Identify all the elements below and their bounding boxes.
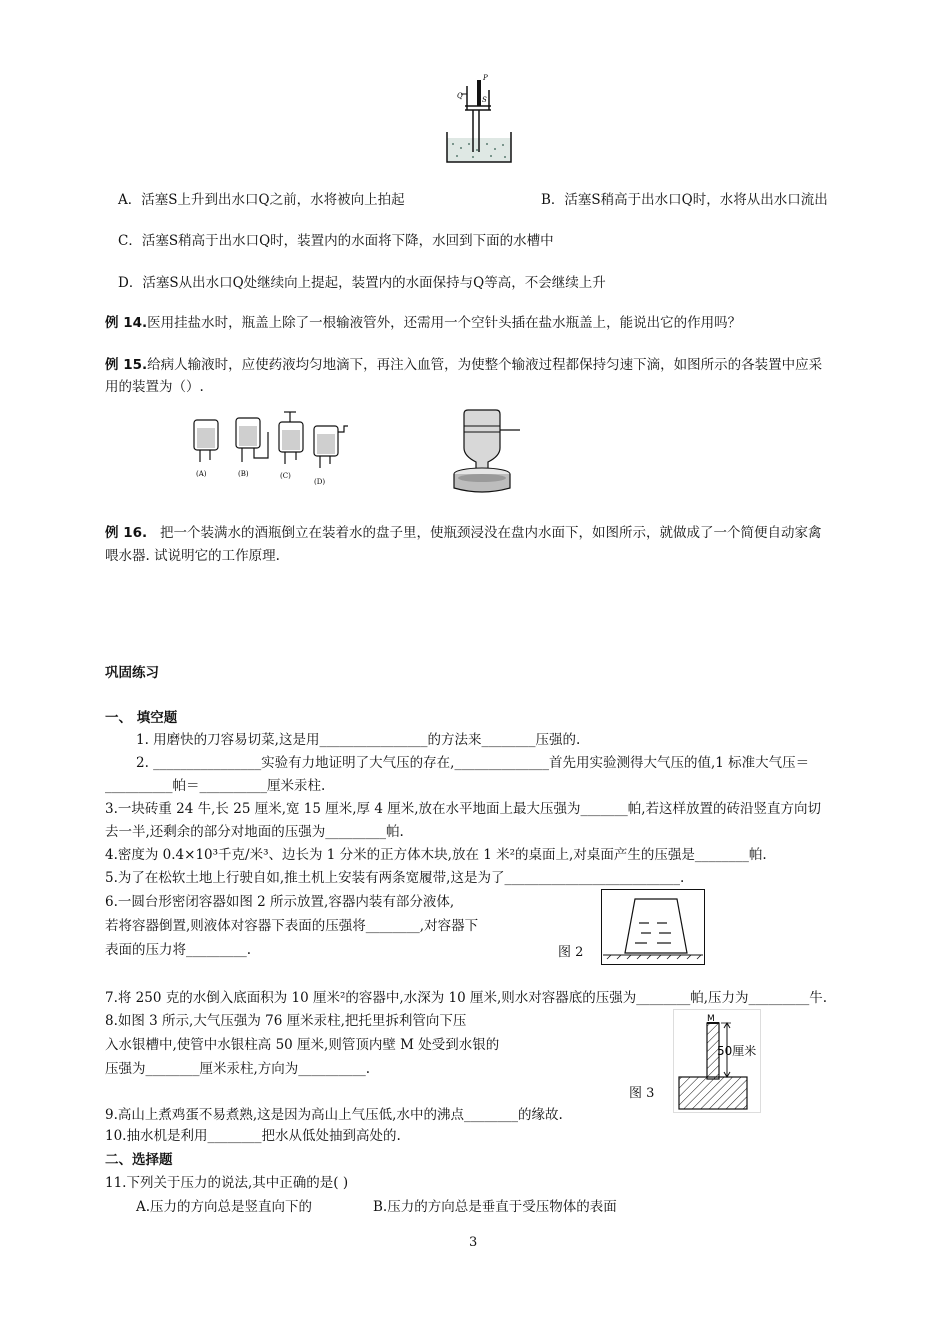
example-14-text: 医用挂盐水时，瓶盖上除了一根输液管外，还需用一个空针头插在盐水瓶盖上，能说出它的作用吗？	[147, 315, 742, 331]
q6-line3: 表面的压力将_________.	[105, 942, 252, 958]
q13-option-d: D．活塞S从出水口Q处继续向上提起，装置内的水面保持与Q等高，不会继续上升	[118, 275, 606, 291]
iv-label-c: (C)	[280, 472, 291, 480]
example-16-line1	[105, 524, 822, 542]
q2-line1: 2. ________________实验有力地证明了大气压的存在,______________首先用实验测得大气压的值,1 标准大气压＝	[136, 755, 810, 771]
fig3-label-height: 50厘米	[717, 1044, 757, 1058]
q11: 11.下列关于压力的说法,其中正确的是( )	[105, 1175, 349, 1191]
q11-option-b: B.压力的方向总是垂直于受压物体的表面	[373, 1199, 617, 1215]
iv-label-b: (B)	[238, 470, 249, 478]
q3-line1: 3.一块砖重 24 牛,长 25 厘米,宽 15 厘米,厚 4 厘米,放在水平地面上最大压强为_______帕,若这样放置的砖沿竖直方向切	[105, 801, 822, 817]
section-multiple-choice: 二、选择题	[105, 1152, 173, 1168]
example-14	[105, 314, 741, 332]
example-14-label: 例 14.	[105, 315, 148, 331]
page-number: 3	[469, 1235, 478, 1250]
iv-label-d: (D)	[314, 478, 326, 486]
q13-option-a: A．活塞S上升到出水口Q之前，水将被向上拍起	[118, 192, 405, 208]
label-s: S	[482, 96, 487, 104]
q2-line2: __________帕＝__________厘米汞柱.	[105, 778, 326, 794]
q8-line1: 8.如图 3 所示,大气压强为 76 厘米汞柱,把托里拆利管向下压	[105, 1013, 467, 1029]
example-15-line2: 用的装置为（）.	[105, 379, 204, 395]
example-15-text1: 给病人输液时，应使药液均匀地滴下，再注入血管，为使整个输液过程都保持匀速下滴，如图所示的各装置中应采	[147, 357, 823, 373]
q13-option-c: C．活塞S稍高于出水口Q时，装置内的水面将下降，水回到下面的水槽中	[118, 233, 554, 249]
q10: 10.抽水机是利用________把水从低处抽到高处的.	[105, 1128, 401, 1144]
fig3-caption: 图 3	[629, 1086, 655, 1101]
example-16-label: 例 16.	[105, 525, 148, 541]
label-q: Q	[457, 92, 463, 100]
example-15-line1	[105, 356, 822, 374]
q6-line2: 若将容器倒置,则液体对容器下表面的压强将________,对容器下	[105, 918, 479, 934]
iv-label-a: (A)	[196, 470, 207, 478]
iv-drip-figure	[186, 410, 356, 490]
q13-option-b: B．活塞S稍高于出水口Q时，水将从出水口流出	[541, 192, 828, 208]
q3-line2: 去一半,还剩余的部分对地面的压强为_________帕.	[105, 824, 404, 840]
q11-option-a: A.压力的方向总是竖直向下的	[136, 1199, 313, 1215]
practice-title: 巩固练习	[105, 665, 159, 681]
section-fill-blank: 一、 填空题	[105, 710, 178, 726]
example-16-line2: 喂水器. 试说明它的工作原理.	[105, 548, 280, 564]
pump-figure	[443, 72, 515, 168]
example-16-text1: 把一个装满水的酒瓶倒立在装着水的盘子里，使瓶颈浸没在盘内水面下，如图所示，就做成了一个简便自动家禽	[160, 525, 822, 541]
fig2-frustum-container	[601, 889, 705, 965]
q4: 4.密度为 0.4×10³千克/米³、边长为 1 分米的正方体木块,放在 1 米²的桌面上,对桌面产生的压强是________帕.	[105, 847, 767, 863]
q7: 7.将 250 克的水倒入底面积为 10 厘米²的容器中,水深为 10 厘米,则水对容器底的压强为________帕,压力为_________牛.	[105, 990, 828, 1006]
q1: 1. 用磨快的刀容易切菜,这是用________________的方法来________压强的.	[136, 732, 581, 748]
bottle-feeder-figure	[452, 408, 524, 496]
fig3-torricelli-tube	[673, 1009, 761, 1113]
fig2-caption: 图 2	[558, 945, 584, 960]
example-15-label: 例 15.	[105, 357, 148, 373]
q5: 5.为了在松软土地上行驶自如,推土机上安装有两条宽履带,这是为了__________________________.	[105, 870, 685, 886]
q8-line3: 压强为________厘米汞柱,方向为__________.	[105, 1061, 371, 1077]
q8-line2: 入水银槽中,使管中水银柱高 50 厘米,则管顶内壁 M 处受到水银的	[105, 1037, 500, 1053]
fig3-label-m: M	[707, 1014, 715, 1024]
q6-line1: 6.一圆台形密闭容器如图 2 所示放置,容器内装有部分液体,	[105, 894, 455, 910]
q9: 9.高山上煮鸡蛋不易煮熟,这是因为高山上气压低,水中的沸点________的缘故.	[105, 1107, 563, 1123]
label-p: P	[483, 74, 488, 82]
